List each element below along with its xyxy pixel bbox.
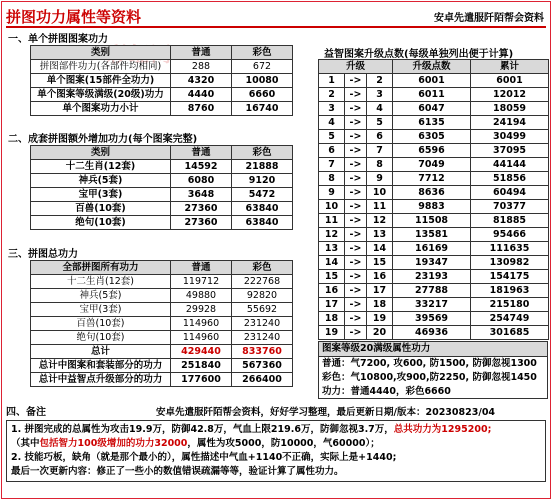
cell: 单个图案功力小计 [31,102,171,116]
upgrade-table [318,59,549,340]
table-row [319,88,549,102]
table-row [31,275,293,289]
cell: 9120 [232,174,293,188]
cell: 4 [319,116,345,130]
table-row [319,228,549,242]
cell: 6135 [393,116,471,130]
attributes-line: 功力：普通4440，彩色6660 [322,386,451,397]
cell: 6047 [393,102,471,116]
cell: 231240 [232,317,293,331]
table-header [319,60,549,74]
col-normal: 普通 [171,46,232,60]
cell: 17 [319,298,345,312]
table-row [31,303,293,317]
cell: 114960 [171,317,232,331]
cell: 绝句(10套) [31,331,171,345]
cell: 宝甲(3套) [31,188,171,202]
cell: 4320 [171,74,232,88]
cell: 33217 [393,298,471,312]
cell: 567360 [232,359,293,373]
cell: 8 [319,172,345,186]
cell: 27360 [171,216,232,230]
note-text: 1. 拼图完成的总属性为攻击19.9万，防御42.8万，气血上限219.6万，防御忽视3.7万， [11,424,394,435]
col-cumulative: 累计 [471,60,549,74]
table-row [31,317,293,331]
section2-title: 二、成套拼图额外增加功力(每个图案完整) [8,134,198,145]
table-row [319,74,549,88]
cell: 单个图案等级满级(20级)功力 [31,88,171,102]
cell: 11 [367,200,393,214]
cell: -> [345,326,367,340]
cell: 44144 [471,158,549,172]
total-row [31,345,293,359]
cell: 神兵(5套) [31,289,171,303]
cell: -> [345,130,367,144]
table-row [319,284,549,298]
cell: 13 [367,228,393,242]
table-row [319,186,549,200]
cell: 拼图部件功力(各部件均相同) [31,60,171,74]
cell: 11508 [393,214,471,228]
cell: 8 [367,158,393,172]
cell: -> [345,270,367,284]
cell: 6596 [393,144,471,158]
cell: 19 [367,312,393,326]
table-row [319,200,549,214]
cell: 46936 [393,326,471,340]
cell: 37095 [471,144,549,158]
table-row [31,88,293,102]
cell: 222768 [232,275,293,289]
cell: 2 [367,74,393,88]
cell: 16740 [232,102,293,116]
attributes-box [318,341,548,399]
col-color: 彩色 [232,46,293,60]
table-row [31,102,293,116]
table-row [319,116,549,130]
notes-header [6,406,546,420]
cell: 6 [319,144,345,158]
total-color: 833760 [232,345,293,359]
upgrade-title: 益智图案升级点数(每级单独列出便于计算) [324,49,514,60]
cell: -> [345,144,367,158]
cell: 95466 [471,228,549,242]
table-row [319,298,549,312]
cell: 12 [367,214,393,228]
table-row [319,102,549,116]
attributes-line: 彩色：气10800,攻900,防2250, 防御忽视1450 [322,372,537,383]
cell: 27788 [393,284,471,298]
table-row [319,214,549,228]
cell: 130982 [471,256,549,270]
col-normal: 普通 [171,146,232,160]
table-row [319,270,549,284]
cell: 63840 [232,202,293,216]
cell: 70377 [471,200,549,214]
cell: -> [345,214,367,228]
notes-meta: 安卓先遣服阡陌帮会资料，好好学习整理，最后更新日期/版本：20230823/04 [156,407,496,418]
cell: 18059 [471,102,549,116]
cell: -> [345,172,367,186]
table-header [31,261,293,275]
cell: 49880 [171,289,232,303]
cell: 251840 [171,359,232,373]
cell: 10 [319,200,345,214]
table-row [31,331,293,345]
cell: 20 [367,326,393,340]
cell: 215180 [471,298,549,312]
cell: 10080 [232,74,293,88]
cell: 7712 [393,172,471,186]
cell: 154175 [471,270,549,284]
cell: 5 [367,116,393,130]
cell: 18 [319,312,345,326]
cell: 5 [319,130,345,144]
cell: 百兽(10套) [31,202,171,216]
cell: 11 [319,214,345,228]
table-row [319,312,549,326]
cell: 672 [232,60,293,74]
cell: 3648 [171,188,232,202]
col-normal: 普通 [171,261,232,275]
notes-title: 四、备注 [6,407,46,418]
cell: 9 [319,186,345,200]
cell: 绝句(10套) [31,216,171,230]
cell: 21888 [232,160,293,174]
table-row [319,256,549,270]
table-row [319,144,549,158]
cell: 9883 [393,200,471,214]
cell: 27360 [171,202,232,216]
table-row [31,216,293,230]
cell: 9 [367,172,393,186]
cell: 14 [319,256,345,270]
table-row [319,326,549,340]
cell: 总计中益智点升级部分的功力 [31,373,171,387]
notes [6,406,546,496]
cell: 288 [171,60,232,74]
section1-title: 一、单个拼图图案功力 [8,34,108,45]
page-subtitle: 安卓先遣服阡陌帮会资料 [434,13,544,24]
cell: 1 [319,74,345,88]
page [1,1,551,499]
cell: 181963 [471,284,549,298]
cell: 13 [319,242,345,256]
cell: 13581 [393,228,471,242]
note-highlight: 包括智力100级增加的功力32000 [39,438,188,449]
section3-title: 三、拼图总功力 [8,249,78,260]
total-normal: 429440 [171,345,232,359]
col-category: 全部拼图所有功力 [31,261,171,275]
cell: 254749 [471,312,549,326]
cell: 23193 [393,270,471,284]
table-row [31,188,293,202]
cell: 16 [367,270,393,284]
cell: 12 [319,228,345,242]
cell: 81885 [471,214,549,228]
table-row [31,202,293,216]
cell: 7049 [393,158,471,172]
attributes-line: 普通：气7200, 攻600, 防1500, 防御忽视1300 [322,358,537,369]
cell: 63840 [232,216,293,230]
cell: 8636 [393,186,471,200]
cell: 18 [367,298,393,312]
cell: 51856 [471,172,549,186]
cell: 4440 [171,88,232,102]
section2-table [30,145,293,230]
col-category: 类别 [31,46,171,60]
table-header [31,146,293,160]
cell: -> [345,298,367,312]
cell: -> [345,200,367,214]
cell: -> [345,88,367,102]
cell: 4 [367,102,393,116]
col-points: 升级点数 [393,60,471,74]
cell: -> [345,228,367,242]
cell: 15 [367,256,393,270]
note-highlight: 总共功力为1295200; [393,424,492,435]
cell: 7 [319,158,345,172]
cell: -> [345,256,367,270]
cell: -> [345,116,367,130]
attributes-title: 图案等级20满级属性功力 [319,342,547,357]
cell: 总计 [31,345,171,359]
cell: 百兽(10套) [31,317,171,331]
cell: 宝甲(3套) [31,303,171,317]
table-row [319,242,549,256]
cell: 10 [367,186,393,200]
table-header [31,46,293,60]
cell: 8760 [171,102,232,116]
section1-table [30,45,293,116]
cell: 17 [367,284,393,298]
notes-box [6,420,546,482]
cell: 16 [319,284,345,298]
cell: 12012 [471,88,549,102]
table-row [319,158,549,172]
cell: 6001 [471,74,549,88]
cell: -> [345,284,367,298]
cell: 6 [367,130,393,144]
table-row [319,130,549,144]
cell: 3 [319,102,345,116]
cell: 19347 [393,256,471,270]
cell: 6011 [393,88,471,102]
cell: 55692 [232,303,293,317]
table-row [31,174,293,188]
note-text: ，属性为攻5000，防10000，气60000）； [187,438,380,449]
cell: -> [345,312,367,326]
cell: -> [345,158,367,172]
cell: 24194 [471,116,549,130]
cell: -> [345,242,367,256]
cell: 231240 [232,331,293,345]
cell: 266400 [232,373,293,387]
cell: 111635 [471,242,549,256]
cell: 6001 [393,74,471,88]
table-row [319,172,549,186]
cell: -> [345,74,367,88]
cell: 15 [319,270,345,284]
cell: 7 [367,144,393,158]
section3-table [30,260,293,387]
cell: 19 [319,326,345,340]
cell: -> [345,186,367,200]
col-color: 彩色 [232,146,293,160]
table-row [31,74,293,88]
table-row [31,160,293,174]
cell: 30499 [471,130,549,144]
cell: 301685 [471,326,549,340]
note-line [11,437,541,451]
cell: 6080 [171,174,232,188]
header [6,5,546,27]
table-row [31,359,293,373]
cell: 2 [319,88,345,102]
cell: 60494 [471,186,549,200]
note-line [11,423,541,437]
cell: 3 [367,88,393,102]
cell: 16169 [393,242,471,256]
note-text: （其中 [11,438,40,449]
cell: 5472 [232,188,293,202]
table-row [31,289,293,303]
cell: 神兵(5套) [31,174,171,188]
note-line: 最后一次更新内容：修正了一些小的数值错误疏漏等等，验证计算了属性功力。 [11,466,344,477]
cell: 177600 [171,373,232,387]
note-line: 2. 技能巧板，缺角（就是那个最小的），属性描述中气血+1140不正确，实际上是+1440; [11,452,397,463]
page-title: 拼图功力属性等资料 [6,8,142,26]
cell: 14592 [171,160,232,174]
cell: 十二生肖(12套) [31,275,171,289]
table-row [31,373,293,387]
col-level: 升级 [319,60,393,74]
cell: 十二生肖(12套) [31,160,171,174]
cell: 6305 [393,130,471,144]
cell: 14 [367,242,393,256]
cell: -> [345,102,367,116]
cell: 92820 [232,289,293,303]
col-category: 类别 [31,146,171,160]
cell: 29928 [171,303,232,317]
cell: 6660 [232,88,293,102]
cell: 总计中图案和套装部分的功力 [31,359,171,373]
cell: 114960 [171,331,232,345]
cell: 39569 [393,312,471,326]
cell: 单个图案(15部件全功力) [31,74,171,88]
header-divider [6,26,546,28]
cell: 119712 [171,275,232,289]
col-color: 彩色 [232,261,293,275]
table-row [31,60,293,74]
